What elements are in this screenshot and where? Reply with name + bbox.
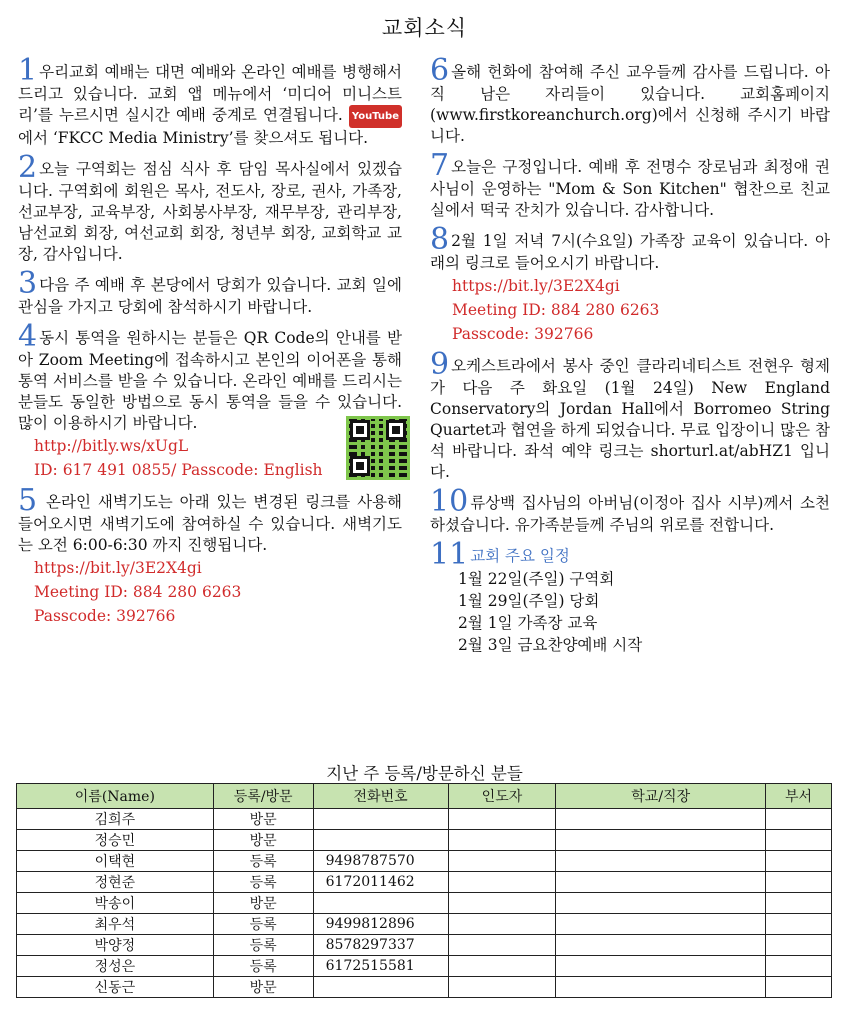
schedule-item: 2월 1일 가족장 교육 <box>458 614 598 632</box>
table-row <box>17 956 832 977</box>
table-cell <box>766 872 832 893</box>
item-number: 1 <box>18 53 38 88</box>
table-cell <box>448 872 556 893</box>
item-number: 2 <box>18 150 38 185</box>
meeting-id: Meeting ID: 884 280 6263 <box>452 301 660 319</box>
item-number: 7 <box>430 148 450 183</box>
header-status: 등록/방문 <box>213 784 313 809</box>
meeting-id: Meeting ID: 884 280 6263 <box>34 583 242 601</box>
schedule-item: 1월 22일(주일) 구역회 <box>458 570 615 588</box>
header-guide: 인도자 <box>448 784 556 809</box>
item-text: 다음 주 예배 후 본당에서 당회가 있습니다. 교회 일에 관심을 가지고 당회에 참석하시기 바랍니다. <box>18 276 402 316</box>
item-text: 온라인 새벽기도는 아래 있는 변경된 링크를 사용해 들어오시면 새벽기도에 참여하실 수 있습니다. 새벽기도는 오전 6:00-6:30 까지 진행됩니다. <box>18 493 402 554</box>
schedule-list <box>458 568 830 656</box>
table-cell <box>556 809 766 830</box>
meeting-link[interactable]: https://bit.ly/3E2X4gi <box>452 277 620 295</box>
table-cell <box>766 809 832 830</box>
news-item-6 <box>430 53 830 147</box>
item-number: 8 <box>430 222 450 257</box>
table-cell: 박양정 <box>17 935 214 956</box>
header-school-work: 학교/직장 <box>556 784 766 809</box>
schedule-item: 1월 29일(주일) 당회 <box>458 592 600 610</box>
table-cell: 등록 <box>213 956 313 977</box>
table-cell <box>766 893 832 914</box>
table-cell <box>556 851 766 872</box>
right-column <box>430 53 830 662</box>
header-name: 이름(Name) <box>17 784 214 809</box>
item-number: 3 <box>18 266 38 301</box>
news-item-4 <box>18 319 402 482</box>
youtube-icon: YouTube <box>349 105 402 128</box>
table-cell: 방문 <box>213 893 313 914</box>
header-phone: 전화번호 <box>313 784 448 809</box>
item-text: 류상백 집사님의 아버님(이정아 집사 시부)께서 소천하셨습니다. 유가족분들께 주님의 위로를 전합니다. <box>430 494 830 534</box>
item-text: 오케스트라에서 봉사 중인 클라리네티스트 전현우 형제가 다음 주 화요일 (1월 24일) New England Conservatory의 Jordan Hall에서 Borromeo String Quartet과 협연을 하게 되었습니다. 무료 입장이니 많은 참석 바랍니다. 좌석 예약 링크는 shorturl.at/abHZ1 입니다. <box>430 357 830 481</box>
meeting-link[interactable]: https://bit.ly/3E2X4gi <box>34 559 202 577</box>
meeting-passcode: Passcode: 392766 <box>452 325 594 343</box>
zoom-link[interactable]: http://bitly.ws/xUgL <box>34 437 189 455</box>
table-row <box>17 977 832 998</box>
visitor-table-title: 지난 주 등록/방문하신 분들 <box>326 764 523 783</box>
news-item-10 <box>430 484 830 536</box>
table-cell <box>448 830 556 851</box>
table-cell: 방문 <box>213 830 313 851</box>
table-cell: 등록 <box>213 872 313 893</box>
table-cell <box>556 893 766 914</box>
table-cell <box>313 830 448 851</box>
table-cell <box>556 935 766 956</box>
table-cell: 등록 <box>213 935 313 956</box>
table-row <box>17 893 832 914</box>
table-cell <box>313 809 448 830</box>
item-number: 6 <box>430 53 450 88</box>
news-item-5 <box>18 483 402 628</box>
table-cell <box>766 851 832 872</box>
table-cell <box>556 914 766 935</box>
table-cell: 9498787570 <box>313 851 448 872</box>
table-row <box>17 809 832 830</box>
item-text: 오늘은 구정입니다. 예배 후 전명수 장로님과 최정애 권사님이 운영하는 "Mom & Son Kitchen" 협찬으로 친교실에서 떡국 잔치가 있습니다. 감사합니다. <box>430 158 830 219</box>
qr-code-icon[interactable] <box>346 416 410 480</box>
table-header-row <box>17 784 832 809</box>
item-number: 11 <box>430 537 469 572</box>
news-item-9 <box>430 347 830 483</box>
table-cell: 박송이 <box>17 893 214 914</box>
item-number: 4 <box>18 319 38 354</box>
table-cell <box>448 956 556 977</box>
table-cell: 9499812896 <box>313 914 448 935</box>
table-cell: 최우석 <box>17 914 214 935</box>
table-cell <box>448 809 556 830</box>
table-cell: 이택현 <box>17 851 214 872</box>
table-cell <box>448 935 556 956</box>
table-cell <box>766 977 832 998</box>
table-cell: 정성은 <box>17 956 214 977</box>
table-cell <box>448 977 556 998</box>
table-cell: 신동근 <box>17 977 214 998</box>
news-item-7 <box>430 148 830 221</box>
table-row <box>17 851 832 872</box>
item-number: 9 <box>430 347 450 382</box>
table-cell: 6172515581 <box>313 956 448 977</box>
table-cell: 6172011462 <box>313 872 448 893</box>
table-cell: 김희주 <box>17 809 214 830</box>
table-cell <box>766 935 832 956</box>
table-cell: 정승민 <box>17 830 214 851</box>
table-cell: 방문 <box>213 977 313 998</box>
table-row <box>17 830 832 851</box>
news-item-3 <box>18 266 402 318</box>
table-row <box>17 914 832 935</box>
schedule-item: 2월 3일 금요찬양예배 시작 <box>458 636 643 654</box>
table-cell <box>766 956 832 977</box>
meeting-passcode: Passcode: 392766 <box>34 607 176 625</box>
table-cell: 등록 <box>213 914 313 935</box>
item-text: 동시 통역을 원하시는 분들은 QR Code의 안내를 받아 Zoom Meeting에 접속하시고 본인의 이어폰을 통해 통역 서비스를 받을 수 있습니다. 온라인 예배를 드리시는 분들도 동일한 방법으로 동시 통역을 들을 수 있습니다. 많이 이용하시기 바랍니다. <box>18 329 402 432</box>
item-text: 2월 1일 저녁 7시(수요일) 가족장 교육이 있습니다. 아래의 링크로 들어오시기 바랍니다. <box>430 232 830 272</box>
table-cell <box>556 956 766 977</box>
page-title: 교회소식 <box>381 16 468 40</box>
schedule-heading: 교회 주요 일정 <box>470 547 570 565</box>
item-number: 5 <box>18 483 38 518</box>
table-cell: 8578297337 <box>313 935 448 956</box>
table-row <box>17 935 832 956</box>
item-text: 오늘 구역회는 점심 식사 후 담임 목사실에서 있겠습니다. 구역회에 회원은 목사, 전도사, 장로, 권사, 가족장, 선교부장, 교육부장, 사회봉사부장, 재무부장, 관리부장, 남선교회 회장, 여선교회 회장, 청년부 회장, 교회학교 교장, 감사입니다. <box>18 160 402 263</box>
table-cell <box>556 830 766 851</box>
header-department: 부서 <box>766 784 832 809</box>
table-cell <box>313 977 448 998</box>
item-number: 10 <box>430 484 469 519</box>
table-cell: 등록 <box>213 851 313 872</box>
news-item-1 <box>18 53 402 149</box>
item-text: 우리교회 예배는 대면 예배와 온라인 예배를 병행해서 드리고 있습니다. 교회 앱 메뉴에서 ‘미디어 미니스트리’를 누르시면 실시간 예배 중계로 연결됩니다. <box>18 63 402 124</box>
table-cell <box>766 830 832 851</box>
news-item-8 <box>430 222 830 346</box>
news-item-2 <box>18 150 402 265</box>
table-cell <box>448 851 556 872</box>
table-cell: 정현준 <box>17 872 214 893</box>
table-cell <box>766 914 832 935</box>
table-cell <box>556 977 766 998</box>
item-text-2: 에서 ‘FKCC Media Ministry’를 찾으셔도 됩니다. <box>18 129 369 147</box>
table-cell: 방문 <box>213 809 313 830</box>
item-text: 올해 헌화에 참여해 주신 교우들께 감사를 드립니다. 아직 남은 자리들이 있습니다. 교회홈페이지(www.firstkoreanchurch.org)에서 신청해 주시기 바랍니다. <box>430 63 830 145</box>
visitor-table <box>16 783 832 998</box>
table-cell <box>313 893 448 914</box>
table-cell <box>556 872 766 893</box>
table-cell <box>448 914 556 935</box>
zoom-id-passcode: ID: 617 491 0855/ Passcode: English <box>34 461 323 479</box>
table-cell <box>448 893 556 914</box>
table-row <box>17 872 832 893</box>
news-item-11 <box>430 537 830 656</box>
left-column <box>18 53 402 634</box>
